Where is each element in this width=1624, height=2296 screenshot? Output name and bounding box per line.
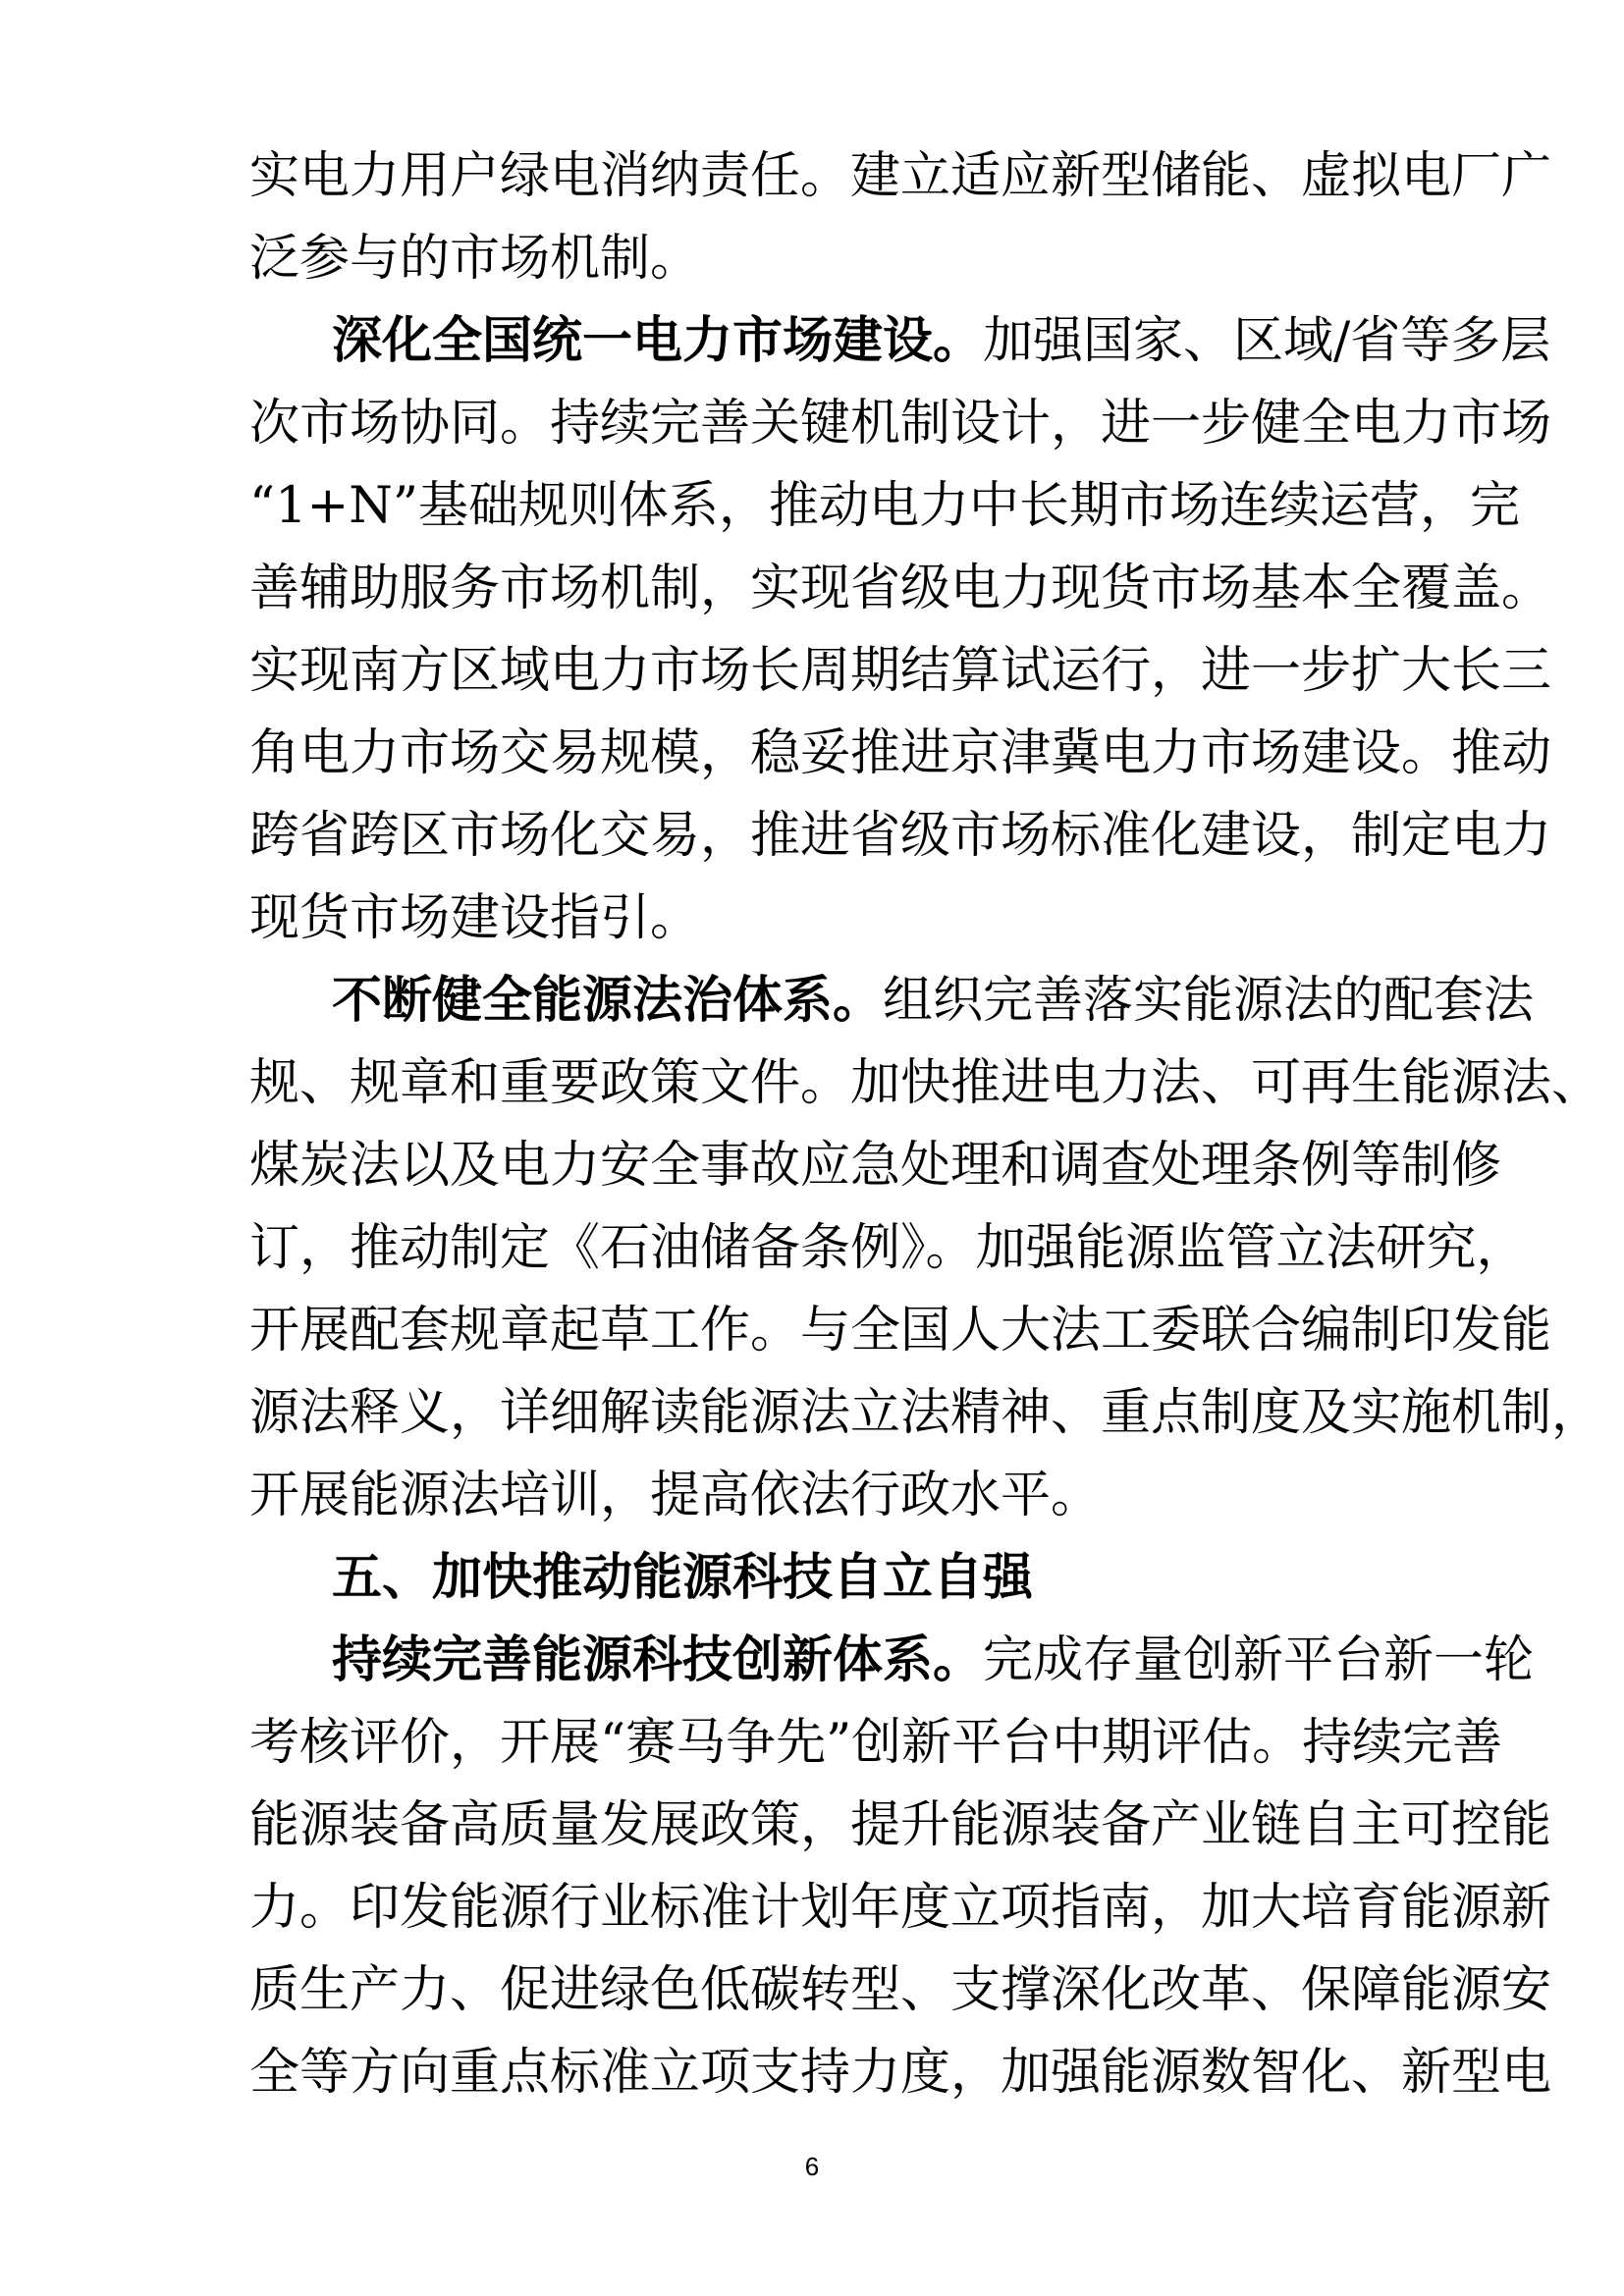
bold-lead: 不断健全能源法治体系。 xyxy=(332,972,884,1030)
text-line: 泛参与的市场机制。 xyxy=(249,230,701,288)
text-line: 规、规章和重要政策文件。加快推进电力法、可再生能源法、 xyxy=(249,1054,1602,1112)
text-line: 善辅助服务市场机制，实现省级电力现货市场基本全覆盖。 xyxy=(249,560,1552,617)
lead-rest: 完成存量创新平台新一轮 xyxy=(983,1631,1535,1689)
paragraph-first-line xyxy=(332,1631,1535,1690)
bold-lead: 持续完善能源科技创新体系。 xyxy=(332,1631,984,1689)
text-line: 现货市场建设指引。 xyxy=(249,889,701,947)
text-line: 考核评价，开展“赛马争先”创新平台中期评估。持续完善 xyxy=(249,1714,1503,1772)
page-number: 6 xyxy=(804,2152,820,2181)
section-heading: 五、加快推动能源科技自立自强 xyxy=(332,1549,1034,1607)
text-line: 全等方向重点标准立项支持力度，加强能源数智化、新型电 xyxy=(249,2044,1552,2102)
text-line: 质生产力、促进绿色低碳转型、支撑深化改革、保障能源安 xyxy=(249,1961,1552,2019)
text-line: 跨省跨区市场化交易，推进省级市场标准化建设，制定电力 xyxy=(249,807,1552,865)
text-line: 源法释义，详细解读能源法立法精神、重点制度及实施机制， xyxy=(249,1384,1602,1442)
text-line: “1+N”基础规则体系，推动电力中长期市场连续运营，完 xyxy=(249,477,1520,535)
paragraph-first-line xyxy=(332,312,1551,371)
text-line: 角电力市场交易规模，稳妥推进京津冀电力市场建设。推动 xyxy=(249,724,1552,782)
text-line: 煤炭法以及电力安全事故应急处理和调查处理条例等制修 xyxy=(249,1137,1502,1195)
paragraph-first-line xyxy=(332,972,1535,1031)
text-line: 实电力用户绿电消纳责任。建立适应新型储能、虚拟电厂广 xyxy=(249,147,1552,205)
text-line: 能源装备高质量发展政策，提升能源装备产业链自主可控能 xyxy=(249,1796,1552,1854)
text-line: 次市场协同。持续完善关键机制设计，进一步健全电力市场 xyxy=(249,395,1552,453)
bold-lead: 深化全国统一电力市场建设。 xyxy=(332,312,984,370)
lead-rest: 加强国家、区域/省等多层 xyxy=(983,312,1551,370)
text-line: 开展能源法培训，提高依法行政水平。 xyxy=(249,1467,1102,1524)
text-line: 实现南方区域电力市场长周期结算试运行，进一步扩大长三 xyxy=(249,642,1552,700)
text-line: 开展配套规章起草工作。与全国人大法工委联合编制印发能 xyxy=(249,1302,1552,1360)
text-line: 力。印发能源行业标准计划年度立项指南，加大培育能源新 xyxy=(249,1879,1552,1937)
text-line: 订，推动制定《石油储备条例》。加强能源监管立法研究， xyxy=(249,1219,1527,1277)
lead-rest: 组织完善落实能源法的配套法 xyxy=(883,972,1535,1030)
